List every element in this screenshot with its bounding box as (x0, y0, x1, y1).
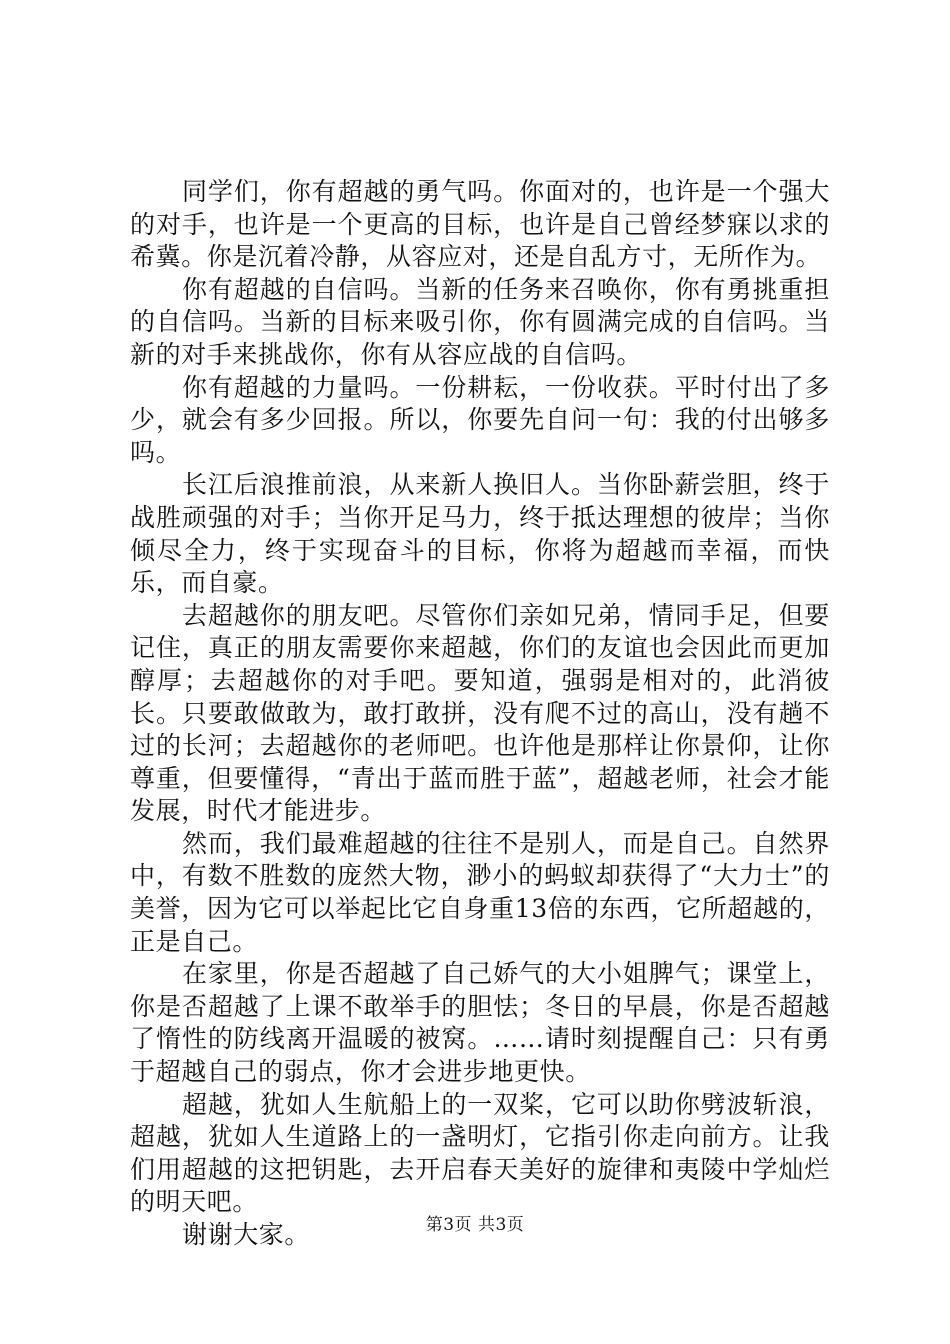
paragraph-4: 长江后浪推前浪，从来新人换旧人。当你卧薪尝胆，终于战胜顽强的对手；当你开足马力，终于抵达理想的彼岸；当你倾尽全力，终于实现奋斗的目标，你将为超越而幸福，而快乐，而自豪。 (130, 470, 830, 598)
paragraph-5: 去超越你的朋友吧。尽管你们亲如兄弟，情同手足，但要记住，真正的朋友需要你来超越，你们的友谊也会因此而更加醇厚；去超越你的对手吧。要知道，强弱是相对的，此消彼长。只要敢做敢为，敢打敢拼，没有爬不过的高山，没有趟不过的长河；去超越你的老师吧。也许他是那样让你景仰，让你尊重，但要懂得，“青出于蓝而胜于蓝”，超越老师，社会才能发展，时代才能进步。 (130, 600, 830, 826)
paragraph-7: 在家里，你是否超越了自己娇气的大小姐脾气；课堂上，你是否超越了上课不敢举手的胆怯；冬日的早晨，你是否超越了惰性的防线离开温暖的被窝。……请时刻提醒自己：只有勇于超越自己的弱点，你才会进步地更快。 (130, 959, 830, 1087)
paragraph-8: 超越，犹如人生航船上的一双桨，它可以助你劈波斩浪，超越，犹如人生道路上的一盏明灯，它指引你走向前方。让我们用超越的这把钥匙，去开启春天美好的旋律和夷陵中学灿烂的明天吧。 (130, 1089, 830, 1217)
paragraph-2: 你有超越的自信吗。当新的任务来召唤你，你有勇挑重担的自信吗。当新的目标来吸引你，你有圆满完成的自信吗。当新的对手来挑战你，你有从容应战的自信吗。 (130, 274, 830, 369)
paragraph-1: 同学们，你有超越的勇气吗。你面对的，也许是一个强大的对手，也许是一个更高的目标，也许是自己曾经梦寐以求的希冀。你是沉着冷静，从容应对，还是自乱方寸，无所作为。 (130, 177, 830, 272)
paragraph-9: 谢谢大家。 (182, 1220, 311, 1249)
paragraph-3: 你有超越的力量吗。一份耕耘，一份收获。平时付出了多少，就会有多少回报。所以，你要先自问一句：我的付出够多吗。 (130, 372, 830, 467)
paragraph-6: 然而，我们最难超越的往往不是别人，而是自己。自然界中，有数不胜数的庞然大物，渺小的蚂蚁却获得了“大力士”的美誉，因为它可以举起比它自身重13倍的东西，它所超越的，正是自己。 (130, 828, 830, 956)
page-number-footer: 第3页 共3页 (425, 1215, 525, 1235)
speech-body (130, 176, 830, 1252)
